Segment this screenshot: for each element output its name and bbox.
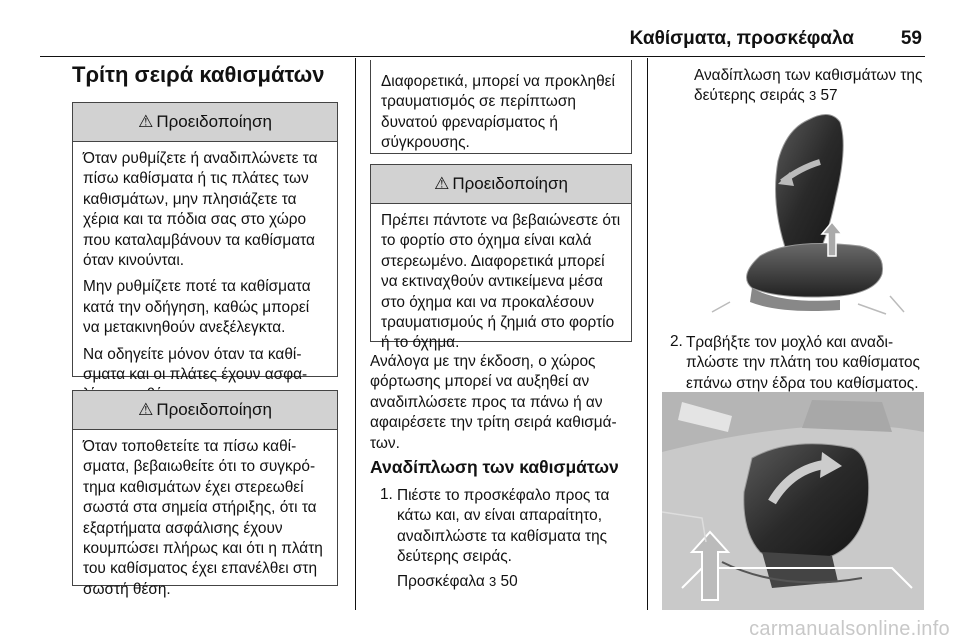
page-number: 59 [900, 28, 922, 49]
step-number: 2. [670, 333, 683, 350]
warning-header [73, 103, 337, 142]
column-divider-1 [355, 58, 356, 610]
warning-triangle-icon: ⚠ [138, 112, 154, 131]
cross-reference-icon: 3 [489, 574, 497, 589]
seat-illustration [690, 106, 922, 316]
running-header-title: Καθίσματα, προσκέφαλα [629, 28, 854, 49]
step-text: Τραβήξτε τον μοχλό και αναδιπλώστε την πλάτη του καθίσματος επάνω στην έδρα του καθίσματος. [686, 334, 920, 392]
warning-box-1 [72, 102, 338, 384]
header-rule [40, 56, 925, 57]
warning-paragraph: Διαφορετικά, μπορεί να προκληθεί τραυματισμός σε περίπτωση δυνατού φρεναρίσματος ή σύγκρουσης. [381, 73, 615, 152]
warning-paragraph: Πρέπει πάντοτε να βεβαιώνεστε ότι το φορτίο στο όχημα είναι καλά στερεωμένο. Διαφορετικά μπορεί να εκτιναχθούν αντικείμενα μέσα στο όχημα και να προκαλέσουν τραυματισμούς ή ζημιά στο φορτίο ή το όχημα. [381, 212, 621, 352]
step-number: 1. [380, 486, 393, 503]
warning-box-3 [370, 164, 632, 352]
cross-reference-icon: 3 [808, 88, 817, 104]
warning-heading: Προειδοποίηση [156, 400, 272, 419]
warning-box-continued [370, 60, 632, 154]
column-divider-2 [647, 58, 648, 610]
section-title: Τρίτη σειρά καθισμάτων [72, 62, 325, 87]
reference-page[interactable]: 50 [500, 573, 518, 590]
subheading: Αναδίπλωση των καθισμάτων [370, 457, 619, 477]
warning-header [73, 391, 337, 430]
warning-paragraph: Μην ρυθμίζετε ποτέ τα καθίσματα κατά την οδήγηση, καθώς μπορεί να μετακινηθούν ανεξέλεγκτα. [83, 278, 311, 337]
continued-step-text: Αναδίπλωση των καθισμάτων της δεύτερης σειράς 3 57 [694, 67, 923, 105]
warning-heading: Προειδοποίηση [156, 112, 272, 131]
warning-triangle-icon: ⚠ [138, 400, 154, 419]
warning-paragraph: Να οδηγείτε μόνον όταν τα καθίσματα και οι πλάτες έχουν ασφα [83, 345, 308, 384]
warning-paragraph: Όταν ρυθμίζετε ή αναδιπλώνετε τα πίσω καθίσματα ή τις πλάτες των καθισμάτων, μην πλησιάζετε τα χέρια και τα πόδια σας στο χώρο που καταλαμβάνουν τα καθίσματα όταν κινούνται. [83, 150, 318, 270]
step-reference [397, 572, 629, 592]
watermark: carmanualsonline.info [749, 618, 950, 640]
folded-seat-illustration [662, 392, 924, 610]
reference-label: Προσκέφαλα [397, 573, 485, 590]
warning-header [371, 165, 631, 204]
warning-box-2 [72, 390, 338, 598]
step-text: Πιέστε το προσκέφαλο προς τα κάτω και, αν είναι απαραίτητο, αναδιπλώστε τα καθίσματα της δεύτερης σειράς. [397, 487, 610, 566]
warning-triangle-icon: ⚠ [434, 174, 450, 193]
warning-heading: Προειδοποίηση [452, 174, 568, 193]
warning-paragraph: Όταν τοποθετείτε τα πίσω καθίσματα, βεβαιωθείτε ότι το συγκρότημα καθισμάτων έχει στερεωθεί σωστά στα σημεία στήριξης, ότι τα εξαρτήματα ασφάλισης έχουν κουμπώσει πλήρως και ότι η πλάτη του καθίσματος έχει επανέλθει στη σωστή θέση. [83, 438, 323, 598]
body-paragraph: Ανάλογα με την έκδοση, ο χώρος φόρτωσης μπορεί να αυξηθεί αν αναδιπλώσετε προς τα πάνω ή αν αφαιρέσετε την τρίτη σειρά καθισμάτων. [370, 353, 617, 452]
reference-page[interactable]: 57 [820, 87, 838, 105]
